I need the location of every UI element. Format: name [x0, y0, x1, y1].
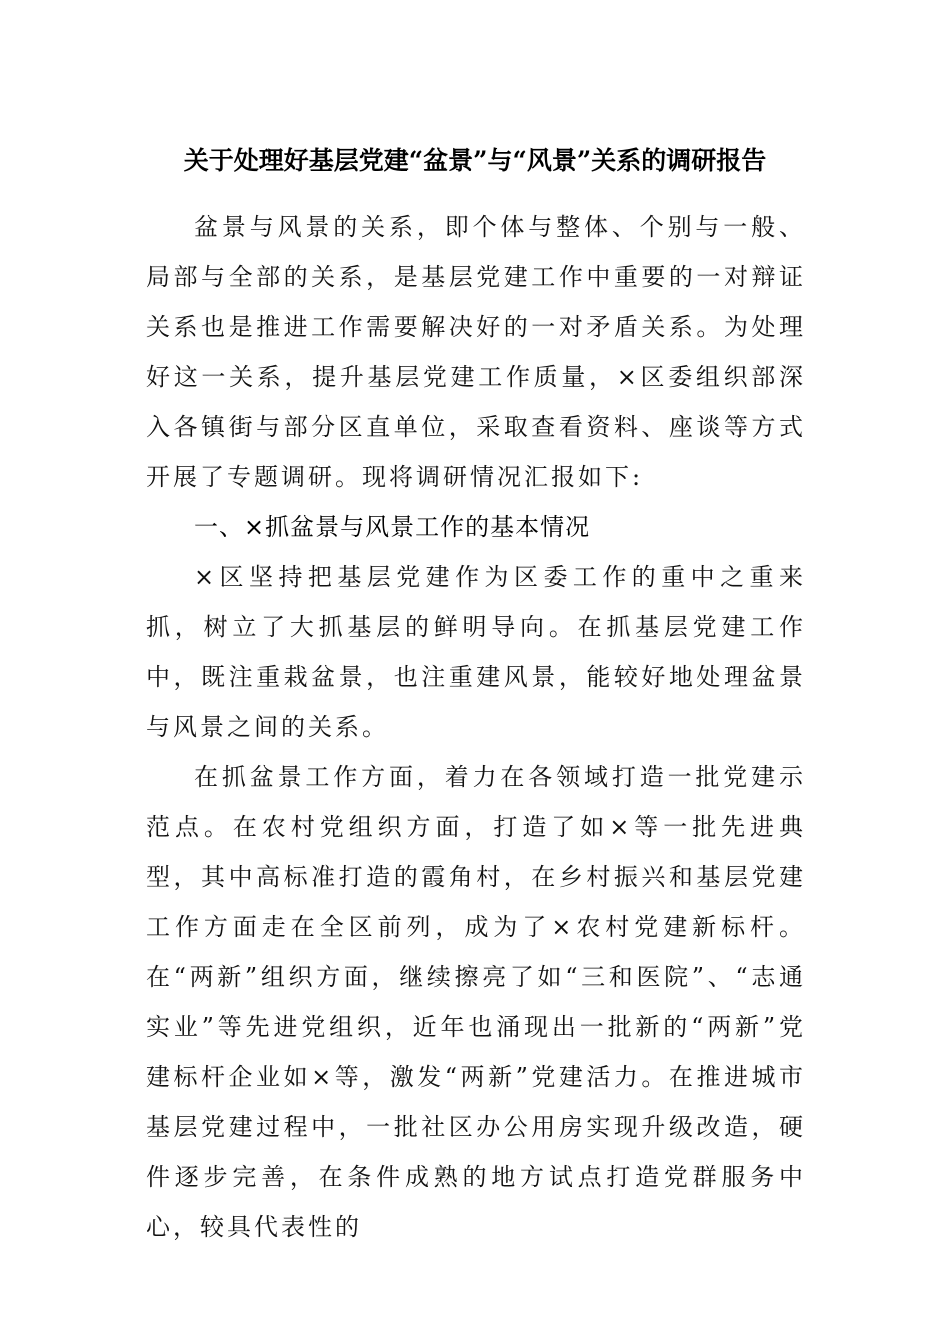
- document-body: [146, 202, 806, 1252]
- section-paragraph-1: ×区坚持把基层党建作为区委工作的重中之重来抓，树立了大抓基层的鲜明导向。在抓基层党建工作中，既注重栽盆景，也注重建风景，能较好地处理盆景与风景之间的关系。: [146, 563, 806, 741]
- intro-paragraph: 盆景与风景的关系，即个体与整体、个别与一般、局部与全部的关系，是基层党建工作中重要的一对辩证关系也是推进工作需要解决好的一对矛盾关系。为处理好这一关系，提升基层党建工作质量，×区委组织部深入各镇街与部分区直单位，采取查看资料、座谈等方式开展了专题调研。现将调研情况汇报如下:: [146, 213, 806, 491]
- section-heading: 一、×抓盆景与风景工作的基本情况: [194, 513, 591, 541]
- document-title: 关于处理好基层党建“盆景”与“风景”关系的调研报告: [183, 146, 767, 175]
- section-paragraph-2: 在抓盆景工作方面，着力在各领域打造一批党建示范点。在农村党组织方面，打造了如×等一批先进典型，其中高标准打造的霞角村，在乡村振兴和基层党建工作方面走在全区前列，成为了×农村党建新标杆。在“两新”组织方面，继续擦亮了如“三和医院”、“志通实业”等先进党组织，近年也涌现出一批新的“两新”党建标杆企业如×等，激发“两新”党建活力。在推进城市基层党建过程中，一批社区办公用房实现升级改造，硬件逐步完善，在条件成熟的地方试点打造党群服务中心，较具代表性的: [146, 763, 806, 1241]
